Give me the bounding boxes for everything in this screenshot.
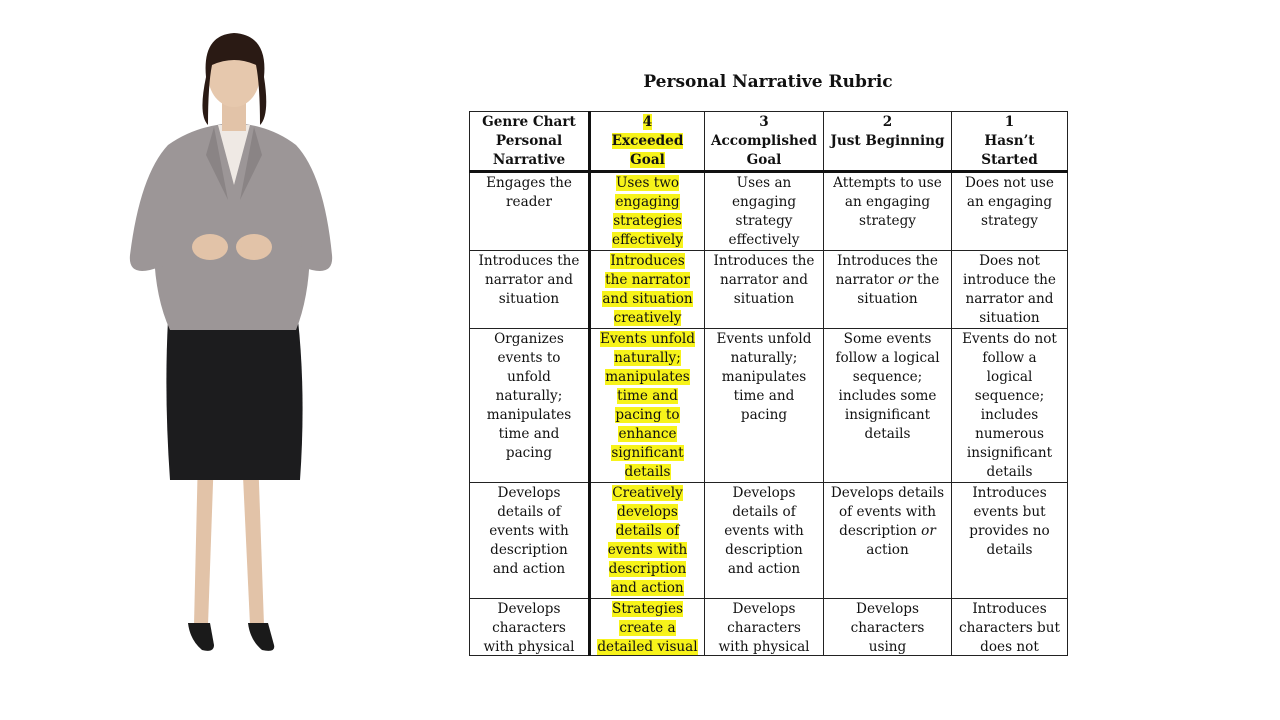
score-2-cell (824, 329, 952, 483)
cell-line: Events do not (962, 331, 1057, 347)
score-4-cell (590, 599, 705, 656)
score-1-cell (952, 599, 1068, 656)
cell-line: an engaging (966, 194, 1053, 210)
cell-line: Events unfold (600, 331, 695, 347)
cell-line: narrator and (485, 272, 573, 288)
cell-text: description (839, 523, 922, 539)
cell-line: Introduces the (478, 253, 580, 269)
cell-line: Engages the (486, 175, 572, 191)
score-2-cell (824, 599, 952, 656)
rubric-table (469, 111, 1068, 656)
criterion-cell (470, 599, 590, 656)
cell-emphasis: or (921, 523, 936, 539)
presenter-figure (110, 25, 350, 685)
cell-line: characters but (959, 620, 1060, 636)
cell-line: sequence; (852, 369, 923, 385)
cell-line (826, 271, 949, 290)
cell-line: manipulates (486, 407, 572, 423)
header-line: Hasn’t (984, 133, 1035, 149)
cell-line: insignificant (844, 407, 931, 423)
cell-line: introduce the (963, 272, 1056, 288)
cell-line: naturally; (730, 350, 798, 366)
cell-line: and action (492, 561, 566, 577)
cell-line: Introduces the (837, 253, 938, 269)
cell-line: description (725, 542, 803, 558)
cell-line: Develops (732, 601, 796, 617)
criterion-cell (470, 251, 590, 329)
table-row (470, 483, 1068, 599)
criterion-cell (470, 172, 590, 251)
score-4-cell (590, 483, 705, 599)
cell-line: manipulates (605, 369, 690, 385)
cell-line: Introduces (972, 601, 1047, 617)
cell-line: Uses an (736, 175, 792, 191)
cell-line: insignificant (966, 445, 1053, 461)
header-score-4 (590, 112, 705, 172)
cell-text: the (912, 272, 940, 288)
cell-line: logical (986, 369, 1033, 385)
cell-line: details of (732, 504, 796, 520)
criterion-cell (470, 329, 590, 483)
cell-line: an engaging (844, 194, 931, 210)
cell-line: and situation (602, 291, 693, 307)
score-1-cell (952, 172, 1068, 251)
cell-line: strategy (981, 213, 1038, 229)
score-2-cell (824, 483, 952, 599)
cell-line (826, 522, 949, 541)
cell-line: strategies (613, 213, 682, 229)
cell-line: naturally; (495, 388, 563, 404)
cell-line: situation (857, 291, 918, 307)
cell-line: Develops (497, 601, 561, 617)
cell-line: characters (727, 620, 801, 636)
cell-line: engaging (615, 194, 680, 210)
score-1-cell (952, 329, 1068, 483)
header-row (470, 112, 1068, 172)
cell-line: Strategies (612, 601, 683, 617)
rubric-title: Personal Narrative Rubric (643, 72, 893, 92)
cell-line: Organizes (494, 331, 564, 347)
header-score-2 (824, 112, 952, 172)
cell-line: enhance (618, 426, 677, 442)
cell-line: the narrator (605, 272, 690, 288)
cell-line: Attempts to use (833, 175, 942, 191)
cell-line: pacing (505, 445, 553, 461)
cell-line: with physical (718, 639, 810, 655)
cell-line: Develops (497, 485, 561, 501)
score-1-cell (952, 251, 1068, 329)
cell-line: events but (973, 504, 1046, 520)
cell-line: does not (980, 639, 1039, 655)
cell-line: events with (724, 523, 804, 539)
cell-line: Introduces (610, 253, 685, 269)
cell-line: Introduces the (713, 253, 815, 269)
cell-line: reader (506, 194, 552, 210)
header-genre-chart (470, 112, 590, 172)
score-3-cell (705, 172, 824, 251)
cell-line: time and (617, 388, 678, 404)
cell-line: action (866, 542, 909, 558)
score-4-cell (590, 329, 705, 483)
header-score-3 (705, 112, 824, 172)
header-score-1 (952, 112, 1068, 172)
header-line: Just Beginning (830, 133, 945, 149)
header-line: 4 (642, 114, 653, 130)
header-line: Genre Chart (482, 114, 576, 130)
cell-line: Some events (843, 331, 932, 347)
header-line: Narrative (492, 152, 566, 168)
score-4-cell (590, 251, 705, 329)
cell-line: details of (615, 523, 680, 539)
cell-line: events with (489, 523, 569, 539)
cell-line: of events with (838, 504, 937, 520)
cell-line: situation (498, 291, 560, 307)
header-line: 2 (882, 114, 893, 130)
cell-line: Events unfold (716, 331, 812, 347)
cell-line: detailed visual (597, 639, 698, 655)
cell-emphasis: or (898, 272, 913, 288)
cell-line: provides no (969, 523, 1050, 539)
table-row (470, 599, 1068, 656)
table-row (470, 329, 1068, 483)
cell-line: creatively (613, 310, 682, 326)
cell-line: strategy (859, 213, 916, 229)
cell-line: engaging (731, 194, 797, 210)
score-3-cell (705, 483, 824, 599)
cell-line: manipulates (721, 369, 807, 385)
header-line: Personal (495, 133, 563, 149)
cell-line: develops (617, 504, 678, 520)
cell-line: details of (497, 504, 561, 520)
cell-line: Creatively (612, 485, 683, 501)
cell-line: details (624, 464, 671, 480)
score-3-cell (705, 251, 824, 329)
cell-line: events with (607, 542, 688, 558)
cell-line: time and (733, 388, 795, 404)
cell-line: includes (980, 407, 1039, 423)
cell-line: characters (492, 620, 566, 636)
header-line: Goal (746, 152, 782, 168)
cell-line: description (490, 542, 568, 558)
cell-line: follow a (982, 350, 1037, 366)
cell-line: characters (850, 620, 925, 636)
cell-line: sequence; (974, 388, 1045, 404)
header-line: 3 (759, 114, 769, 130)
cell-line: description (608, 561, 687, 577)
score-2-cell (824, 172, 952, 251)
table-row (470, 172, 1068, 251)
cell-line: events to (497, 350, 561, 366)
cell-line: with physical (483, 639, 575, 655)
cell-line: follow a logical (835, 350, 940, 366)
cell-line: and action (611, 580, 684, 596)
cell-line: details (986, 464, 1033, 480)
cell-line: time and (498, 426, 560, 442)
cell-line: Uses two (615, 175, 680, 191)
header-line: Exceeded (611, 133, 684, 149)
cell-line: significant (611, 445, 684, 461)
cell-line: Introduces (972, 485, 1047, 501)
header-line: Goal (630, 152, 665, 168)
cell-line: details (864, 426, 911, 442)
cell-line: pacing (740, 407, 788, 423)
cell-line: effectively (612, 232, 683, 248)
cell-line: Does not (979, 253, 1040, 269)
score-4-cell (590, 172, 705, 251)
header-line: Accomplished (710, 133, 818, 149)
cell-line: unfold (507, 369, 551, 385)
cell-line: narrator and (965, 291, 1054, 307)
cell-line: using (868, 639, 907, 655)
score-3-cell (705, 599, 824, 656)
cell-line: strategy (735, 213, 793, 229)
cell-line: narrator and (720, 272, 808, 288)
cell-line: Develops (732, 485, 796, 501)
cell-line: pacing to (615, 407, 680, 423)
cell-line: Develops (856, 601, 919, 617)
score-3-cell (705, 329, 824, 483)
header-line: 1 (1004, 114, 1015, 130)
cell-line: naturally; (614, 350, 681, 366)
cell-line: details (986, 542, 1033, 558)
cell-text: narrator (835, 272, 899, 288)
cell-line: effectively (728, 232, 800, 248)
cell-line: includes some (838, 388, 937, 404)
cell-line: Does not use (965, 175, 1054, 191)
cell-line: situation (733, 291, 795, 307)
cell-line: create a (619, 620, 676, 636)
cell-line: Develops details (830, 485, 945, 501)
score-1-cell (952, 483, 1068, 599)
cell-line: and action (727, 561, 801, 577)
table-row (470, 251, 1068, 329)
header-line: Started (981, 152, 1038, 168)
cell-line: situation (979, 310, 1040, 326)
cell-line: numerous (975, 426, 1044, 442)
score-2-cell (824, 251, 952, 329)
criterion-cell (470, 483, 590, 599)
